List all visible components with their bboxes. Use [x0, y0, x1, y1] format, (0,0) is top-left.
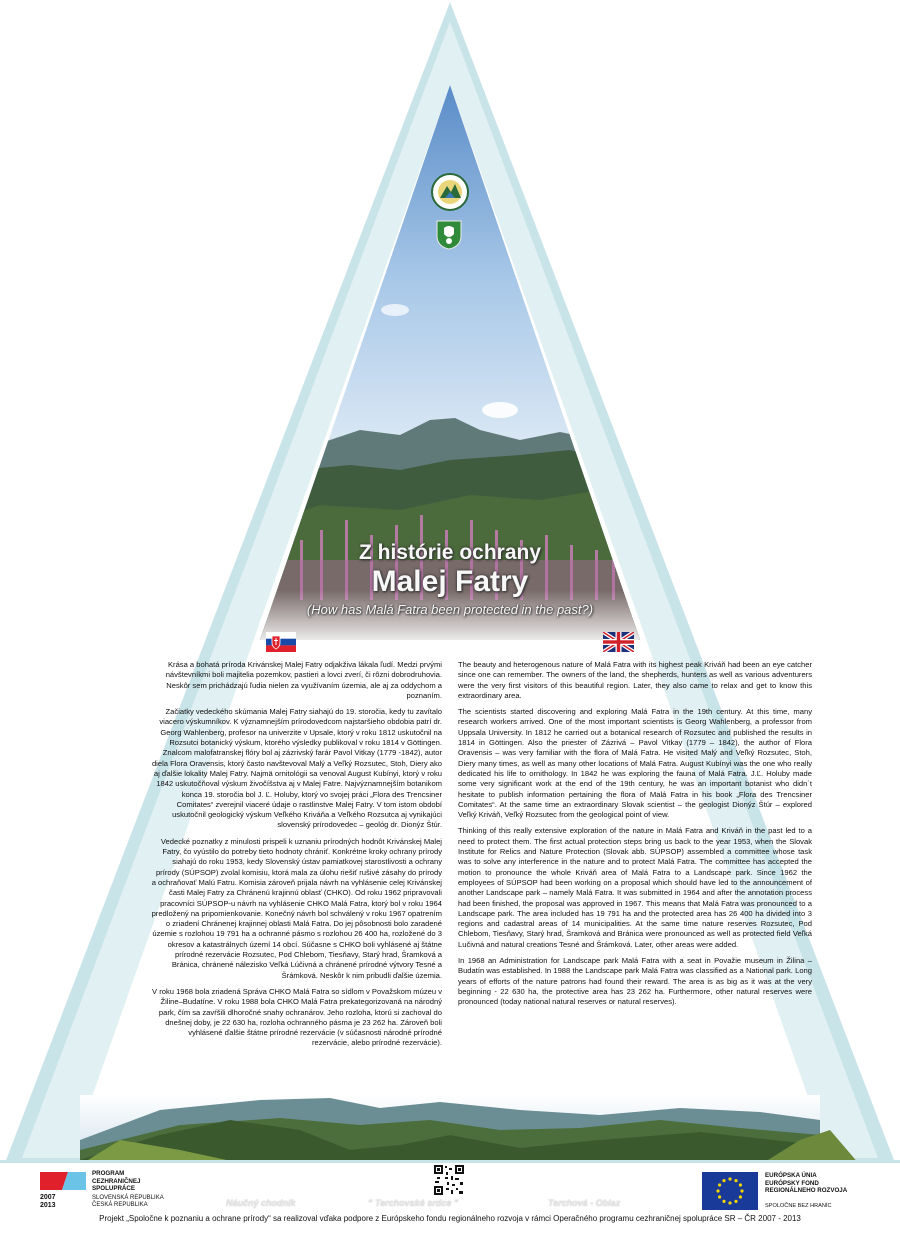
- trail-name: Náučný chodník: [226, 1198, 296, 1208]
- program-years: 2007 2013: [40, 1194, 56, 1209]
- program-countries: SLOVENSKÁ REPUBLIKA ČESKÁ REPUBLIKA: [92, 1195, 164, 1209]
- english-paragraph-2: The scientists started discovering and exploring Malá Fatra in the 19th century. At this time, many research workers arrived. One of the most important scientists is Georg Wahlenberg, a professor from Uppsala University. In 1812 he carried out a botanical research of Rozsutec and published the results in 1814 in Göttingen. Also the priester of Zázrivá – Pavol Vitkay (1779 – 1842), the author of Flora Oravensis – was very familiar with the flora of Malá Fatra. He visited Malý and Veľký Rozsutec, Stoh, Diery many times, as well as many other locations of Malá Fatra. August Kubínyi was the one who really dedicated his life to ornithology. In 1842 he was exploring the fauna of Malá Fatra. J.Ľ. Holuby made some very significant work at the end of the 19th century, he was an important botanist who didn´t hesitate to publish information pertaining the flora of Malá Fatra in his book „Flora des Trencsiner Comitates“. At the same time an extraordinary Slovak scientist – the geologist Dionýz Štúr – explored Veľký Kriváň, Veľký Rozsutec from the geological point of view.: [458, 707, 812, 820]
- slovak-paragraph-4: V roku 1968 bola zriadená Správa CHKO Malá Fatra so sídlom v Považskom múzeu v Žiline–Budatíne. V roku 1988 bola CHKO Malá Fatra prekategorizovaná na národný park, čím sa zavŕšili dlhoročné snahy ochranárov. Jeho rozloha, ktorú si zachoval do dnešnej doby, je 22 630 ha, rozloha ochranného pásma je 23 262 ha. Zároveň boli vyhlásené ďalšie štátne prírodné rezervácie (v súčasnosti národné prírodné rezervácie, alebo prírodné rezervácie).: [152, 986, 442, 1048]
- footer-project-note: Projekt „Spoločne k poznaniu a ochrane prírody“ sa realizoval vďaka podpore z Európskeho fondu regionálneho rozvoja v rámci Operačného programu cezhraničnej spolupráce SR – ČR 2007 - 2013: [99, 1214, 801, 1223]
- eu-motto: SPOLOČNE BEZ HRANÍC: [765, 1203, 832, 1209]
- qr-code-icon[interactable]: [433, 1164, 465, 1196]
- english-paragraph-4: In 1968 an Administration for Landscape park Malá Fatra with a seat in Považie museum in Žilina – Budatín was established. In 1988 the Landscape park Malá Fatra was classified as a National park. Long years of efforts of the nature patrons had found their reward. The area is as big as it was at the very beginning - 22 630 ha, the protective area has 23 262 ha. Furthermore, other natural reserves were pronounced (today national natural reserves or natural reserves).: [458, 956, 812, 1007]
- title-line-1: Z histórie ochrany: [358, 541, 542, 564]
- slovak-text-column: [150, 660, 442, 1055]
- english-paragraph-3: Thinking of this really extensive exploration of the nature in Malá Fatra and Kriváň in the past led to a need to protect them. The first actual protection steps bring us back to the year 1953, when the Slovak Institute for Relics and Nature Protection (Slovak abb. SÚPSOP) assembled a committee whose task was to solve any interference in the nature and to protect Malá Fatra. The committee has accepted the motion to pronounce the whole Kriváň area of Malá Fatra to a Landscape park. Since 1962 the employees of SÚPSOP had been working on a proposal which should have led to the announcement of another Landscape park – namely Malá Fatra. It was submitted in 1964 and after the annotation process had been finished, the proposal was approved in 1967. This means that Malá Fatra was pronounced to a Landscape park. The area included has 19 791 ha and the protected area has 26 400 ha divided into 3 regions and cadastral areas of 14 municipalities. At the same time nature reserves Rozsutec, Pod Chlebom, Tiesňavy, Starý hrad, Šramková and Bránica were pronounced as well as protected field Veľká Lučivná and natural creations Tesné and Šrámková. Later, other areas were added.: [458, 826, 812, 949]
- eu-flag-icon: [702, 1172, 758, 1210]
- uk-flag-icon: [603, 632, 634, 652]
- english-paragraph-1: The beauty and heterogenous nature of Malá Fatra with its highest peak Kriváň had been an eye catcher since one can remember. The owners of the land, the shepherds, hunters as well as various adventurers were the very first visitors of this beautiful region. Later, they also came to relax and get to know this extraordinary area.: [458, 660, 812, 700]
- national-park-logo-icon: [431, 172, 469, 212]
- slovak-paragraph-1: Krása a bohatá príroda Krivánskej Malej Fatry odjakživa lákala ľudí. Medzi prvými návštevníkmi boli majitelia pozemkov, pastieri a lovci zverí, či rôzni dobrodruhovia. Neskôr sem prichádzajú ľudia nielen za využívaním územia, ale aj za oddychom a poznaním.: [165, 660, 442, 700]
- slovak-paragraph-3: Vedecké poznatky z minulosti prispeli k uznaniu prírodných hodnôt Krivánskej Malej Fatry, čo vyústilo do potreby tieto hodnoty chrániť. Konkrétne kroky ochrany prírody siahajú do roku 1953, kedy Slovenský ústav pamiatkovej starostlivosti a ochrany prírody (SÚPSOP) zvolal komisiu, ktorá mala za úlohu riešiť rušivé zásahy do prírody a ochraňovať Malú Fatru. Komisia zároveň prijala návrh na vyhlásenie celej Krivánskej časti Malej Fatry za Chránenú krajinnú oblasť (CHKO). Od roku 1962 pripravovali pracovníci SÚPSOP-u návrh na vyhlásenie CHKO Malá Fatra, ktorý bol v roku 1964 predložený na pripomienkovanie. Konečný návrh bol schválený v roku 1967 opatrením o zriadení Chránenej krajinnej oblasti Malá Fatra. Do jej pôsobnosti bolo zaradené územie s rozlohou 19 791 ha a ochranné pásmo s rozlohou 26 400 ha, rozložené do 3 okresov a katastrálnych území 14 obcí. Súčasne s CHKO boli vyhlásené aj štátne prírodné rezervácie Rozsutec, Pod Chlebom, Tiesňavy, Starý hrad, Šramková a Bránica, chránené nálezisko Veľká Lúčivná a chránené prírodné výtvory Tesné a Šrámková. Neskôr k nim pribudli ďalšie územia.: [151, 836, 442, 980]
- trail-motto: “ Terchovské srdce ”: [368, 1198, 459, 1208]
- eu-fund-title: EURÓPSKA ÚNIA EURÓPSKY FOND REGIONÁLNEHO ROZVOJA: [765, 1172, 848, 1195]
- english-text-column: [458, 660, 812, 1014]
- slovak-paragraph-2: Začiatky vedeckého skúmania Malej Fatry siahajú do 19. storočia, kedy tu zavítalo viacero výskumníkov. K významnejším prírodovedcom najstaršieho obdobia patrí dr. Georg Wahlenberg, profesor na univerzite v Upsale, ktorý v roku 1812 uskutočnil na Rozsutci botanický výskum, ktorého výsledky publikoval v roku 1814 v Göttingen. Znalcom malofatranskej flóry bol aj zázrivský farár Pavol Vitkay (1779 -1842), autor diela Flora Oravensis, ktorý často navštevoval Malý a Veľký Rozsutec, Stoh, Diery ako aj ďalšie lokality Malej Fatry. Najmä ornitológii sa venoval August Kubínyi, ktorý v roku 1842 uskutočňoval výskum živočíšstva aj v Malej Fatre. Najvýznamnejším botanikom konca 19. storočia bol J. Ľ. Holuby, ktorý vo svojej práci „Flora des Trencsiner Comitates“ zverejnil viaceré údaje o rastlinstve Malej Fatry. V tom istom období uskutočnil geologický výskum Veľkého Kriváňa a Veľkého Rozsutca aj vynikajúci slovenský prírodovedec – geológ dr. Dionýz Štúr.: [151, 707, 442, 830]
- title-line-2: Malej Fatry: [371, 565, 529, 598]
- slovak-flag-icon: [266, 632, 296, 652]
- program-title: PROGRAM CEZHRANIČNEJ SPOLUPRÁCE: [92, 1170, 141, 1193]
- subtitle-english: (How has Malá Fatra been protected in the past?): [306, 602, 594, 617]
- terchova-crest-icon: [436, 220, 462, 250]
- trail-route: Terchová - Oblaz: [548, 1198, 621, 1208]
